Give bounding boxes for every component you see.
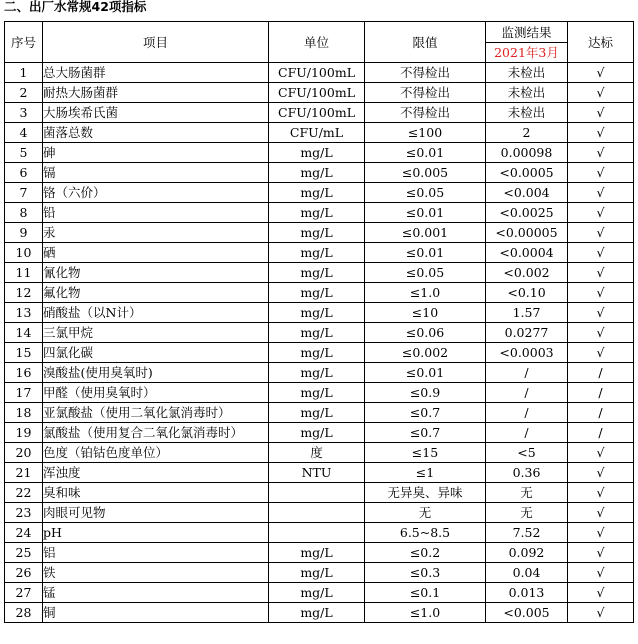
compliance-cell: √	[568, 223, 634, 243]
seq-cell: 28	[5, 603, 43, 623]
seq-cell: 26	[5, 563, 43, 583]
item-cell: 氯酸盐（使用复合二氧化氯消毒时）	[43, 423, 269, 443]
result-cell: <0.002	[486, 263, 568, 283]
compliance-cell: √	[568, 303, 634, 323]
item-cell: 铜	[43, 603, 269, 623]
unit-cell: mg/L	[269, 183, 365, 203]
seq-cell: 10	[5, 243, 43, 263]
compliance-cell: √	[568, 503, 634, 523]
result-cell: 无	[486, 483, 568, 503]
compliance-cell: √	[568, 443, 634, 463]
header-result: 监测结果	[486, 22, 568, 43]
unit-cell: mg/L	[269, 563, 365, 583]
item-cell: 臭和味	[43, 483, 269, 503]
unit-cell: mg/L	[269, 263, 365, 283]
item-cell: 硝酸盐（以N计）	[43, 303, 269, 323]
result-cell: 0.04	[486, 563, 568, 583]
item-cell: 铬（六价）	[43, 183, 269, 203]
item-cell: 色度（铂钴色度单位）	[43, 443, 269, 463]
limit-cell: ≤0.05	[365, 183, 486, 203]
seq-cell: 22	[5, 483, 43, 503]
item-cell: 铅	[43, 203, 269, 223]
item-cell: 三氯甲烷	[43, 323, 269, 343]
compliance-cell: √	[568, 243, 634, 263]
result-cell: <0.10	[486, 283, 568, 303]
item-cell: 氟化物	[43, 283, 269, 303]
seq-cell: 18	[5, 403, 43, 423]
unit-cell: CFU/mL	[269, 123, 365, 143]
compliance-cell: √	[568, 583, 634, 603]
compliance-cell: √	[568, 143, 634, 163]
table-row	[5, 303, 634, 323]
table-row	[5, 323, 634, 343]
compliance-cell: √	[568, 483, 634, 503]
limit-cell: ≤1.0	[365, 283, 486, 303]
unit-cell: mg/L	[269, 223, 365, 243]
table-row	[5, 403, 634, 423]
limit-cell: ≤0.01	[365, 203, 486, 223]
unit-cell: mg/L	[269, 203, 365, 223]
unit-cell: mg/L	[269, 583, 365, 603]
item-cell: 氰化物	[43, 263, 269, 283]
unit-cell: 度	[269, 443, 365, 463]
result-cell: <0.005	[486, 603, 568, 623]
compliance-cell: /	[568, 363, 634, 383]
unit-cell: mg/L	[269, 543, 365, 563]
item-cell: 砷	[43, 143, 269, 163]
unit-cell: NTU	[269, 463, 365, 483]
table-row	[5, 523, 634, 543]
result-cell: 0.092	[486, 543, 568, 563]
result-cell: 1.57	[486, 303, 568, 323]
item-cell: 硒	[43, 243, 269, 263]
unit-cell: CFU/100mL	[269, 103, 365, 123]
table-row	[5, 283, 634, 303]
table-row	[5, 443, 634, 463]
table-row	[5, 123, 634, 143]
table-row	[5, 83, 634, 103]
table-row	[5, 463, 634, 483]
table-row	[5, 223, 634, 243]
compliance-cell: /	[568, 383, 634, 403]
seq-cell: 19	[5, 423, 43, 443]
result-cell: <0.004	[486, 183, 568, 203]
section-title: 二、出厂水常规42项指标	[4, 0, 147, 14]
compliance-cell: √	[568, 63, 634, 83]
water-quality-table	[4, 21, 634, 623]
unit-cell: mg/L	[269, 323, 365, 343]
seq-cell: 2	[5, 83, 43, 103]
header-limit: 限值	[365, 22, 486, 63]
table-row	[5, 483, 634, 503]
result-cell: <0.0005	[486, 163, 568, 183]
result-cell: /	[486, 423, 568, 443]
unit-cell	[269, 503, 365, 523]
table-row	[5, 163, 634, 183]
header-row	[5, 22, 634, 43]
result-cell: <0.0025	[486, 203, 568, 223]
limit-cell: ≤0.01	[365, 243, 486, 263]
limit-cell: 不得检出	[365, 63, 486, 83]
result-cell: 7.52	[486, 523, 568, 543]
item-cell: 总大肠菌群	[43, 63, 269, 83]
item-cell: 镉	[43, 163, 269, 183]
compliance-cell: √	[568, 83, 634, 103]
seq-cell: 9	[5, 223, 43, 243]
unit-cell: mg/L	[269, 403, 365, 423]
item-cell: 铝	[43, 543, 269, 563]
table-row	[5, 343, 634, 363]
compliance-cell: √	[568, 523, 634, 543]
item-cell: pH	[43, 523, 269, 543]
seq-cell: 23	[5, 503, 43, 523]
unit-cell: mg/L	[269, 423, 365, 443]
result-cell: 0.0277	[486, 323, 568, 343]
unit-cell: mg/L	[269, 143, 365, 163]
seq-cell: 11	[5, 263, 43, 283]
table-row	[5, 383, 634, 403]
limit-cell: ≤15	[365, 443, 486, 463]
header-unit: 单位	[269, 22, 365, 63]
compliance-cell: √	[568, 283, 634, 303]
table-row	[5, 103, 634, 123]
unit-cell: mg/L	[269, 603, 365, 623]
item-cell: 肉眼可见物	[43, 503, 269, 523]
unit-cell: mg/L	[269, 343, 365, 363]
table-row	[5, 263, 634, 283]
seq-cell: 6	[5, 163, 43, 183]
limit-cell: ≤0.01	[365, 143, 486, 163]
item-cell: 甲醛（使用臭氧时）	[43, 383, 269, 403]
limit-cell: ≤100	[365, 123, 486, 143]
compliance-cell: √	[568, 203, 634, 223]
limit-cell: 无	[365, 503, 486, 523]
item-cell: 大肠埃希氏菌	[43, 103, 269, 123]
header-date: 2021年3月	[486, 43, 568, 63]
result-cell: 0.00098	[486, 143, 568, 163]
table-row	[5, 543, 634, 563]
unit-cell: mg/L	[269, 243, 365, 263]
seq-cell: 13	[5, 303, 43, 323]
seq-cell: 20	[5, 443, 43, 463]
result-cell: <0.0003	[486, 343, 568, 363]
compliance-cell: √	[568, 463, 634, 483]
seq-cell: 8	[5, 203, 43, 223]
result-cell: 未检出	[486, 83, 568, 103]
seq-cell: 27	[5, 583, 43, 603]
result-cell: 0.013	[486, 583, 568, 603]
compliance-cell: √	[568, 163, 634, 183]
seq-cell: 24	[5, 523, 43, 543]
table-body	[5, 22, 634, 623]
seq-cell: 3	[5, 103, 43, 123]
limit-cell: ≤0.9	[365, 383, 486, 403]
compliance-cell: √	[568, 543, 634, 563]
limit-cell: ≤0.005	[365, 163, 486, 183]
seq-cell: 1	[5, 63, 43, 83]
seq-cell: 16	[5, 363, 43, 383]
item-cell: 锰	[43, 583, 269, 603]
limit-cell: ≤0.002	[365, 343, 486, 363]
compliance-cell: /	[568, 423, 634, 443]
compliance-cell: √	[568, 603, 634, 623]
limit-cell: 6.5~8.5	[365, 523, 486, 543]
item-cell: 耐热大肠菌群	[43, 83, 269, 103]
seq-cell: 21	[5, 463, 43, 483]
result-cell: 0.36	[486, 463, 568, 483]
unit-cell	[269, 483, 365, 503]
result-cell: 未检出	[486, 103, 568, 123]
compliance-cell: √	[568, 343, 634, 363]
item-cell: 铁	[43, 563, 269, 583]
item-cell: 溴酸盐(使用臭氧时)	[43, 363, 269, 383]
limit-cell: ≤0.3	[365, 563, 486, 583]
table-row	[5, 363, 634, 383]
compliance-cell: √	[568, 103, 634, 123]
compliance-cell: √	[568, 183, 634, 203]
unit-cell: mg/L	[269, 303, 365, 323]
unit-cell: CFU/100mL	[269, 83, 365, 103]
result-cell: <0.0004	[486, 243, 568, 263]
limit-cell: ≤0.2	[365, 543, 486, 563]
limit-cell: ≤0.001	[365, 223, 486, 243]
table-row	[5, 63, 634, 83]
limit-cell: ≤0.1	[365, 583, 486, 603]
header-item: 项目	[43, 22, 269, 63]
seq-cell: 14	[5, 323, 43, 343]
result-cell: 无	[486, 503, 568, 523]
seq-cell: 7	[5, 183, 43, 203]
compliance-cell: √	[568, 563, 634, 583]
limit-cell: ≤1.0	[365, 603, 486, 623]
limit-cell: ≤0.05	[365, 263, 486, 283]
seq-cell: 4	[5, 123, 43, 143]
limit-cell: ≤0.01	[365, 363, 486, 383]
table-row	[5, 143, 634, 163]
limit-cell: 无异臭、异味	[365, 483, 486, 503]
table-row	[5, 583, 634, 603]
item-cell: 四氯化碳	[43, 343, 269, 363]
result-cell: 未检出	[486, 63, 568, 83]
table-row	[5, 183, 634, 203]
table-row	[5, 423, 634, 443]
unit-cell: mg/L	[269, 363, 365, 383]
limit-cell: 不得检出	[365, 103, 486, 123]
result-cell: /	[486, 403, 568, 423]
unit-cell: CFU/100mL	[269, 63, 365, 83]
table-row	[5, 243, 634, 263]
item-cell: 菌落总数	[43, 123, 269, 143]
result-cell: /	[486, 363, 568, 383]
table-row	[5, 603, 634, 623]
unit-cell: mg/L	[269, 163, 365, 183]
seq-cell: 15	[5, 343, 43, 363]
limit-cell: ≤10	[365, 303, 486, 323]
limit-cell: ≤0.7	[365, 403, 486, 423]
limit-cell: ≤1	[365, 463, 486, 483]
table-row	[5, 203, 634, 223]
compliance-cell: √	[568, 263, 634, 283]
table-row	[5, 503, 634, 523]
limit-cell: ≤0.7	[365, 423, 486, 443]
unit-cell	[269, 523, 365, 543]
limit-cell: 不得检出	[365, 83, 486, 103]
item-cell: 亚氯酸盐（使用二氧化氯消毒时）	[43, 403, 269, 423]
seq-cell: 5	[5, 143, 43, 163]
seq-cell: 12	[5, 283, 43, 303]
result-cell: /	[486, 383, 568, 403]
result-cell: <5	[486, 443, 568, 463]
header-seq: 序号	[5, 22, 43, 63]
seq-cell: 25	[5, 543, 43, 563]
seq-cell: 17	[5, 383, 43, 403]
table-row	[5, 563, 634, 583]
header-ok: 达标	[568, 22, 634, 63]
unit-cell: mg/L	[269, 383, 365, 403]
unit-cell: mg/L	[269, 283, 365, 303]
item-cell: 浑浊度	[43, 463, 269, 483]
result-cell: 2	[486, 123, 568, 143]
compliance-cell: /	[568, 403, 634, 423]
compliance-cell: √	[568, 123, 634, 143]
result-cell: <0.00005	[486, 223, 568, 243]
item-cell: 汞	[43, 223, 269, 243]
compliance-cell: √	[568, 323, 634, 343]
limit-cell: ≤0.06	[365, 323, 486, 343]
